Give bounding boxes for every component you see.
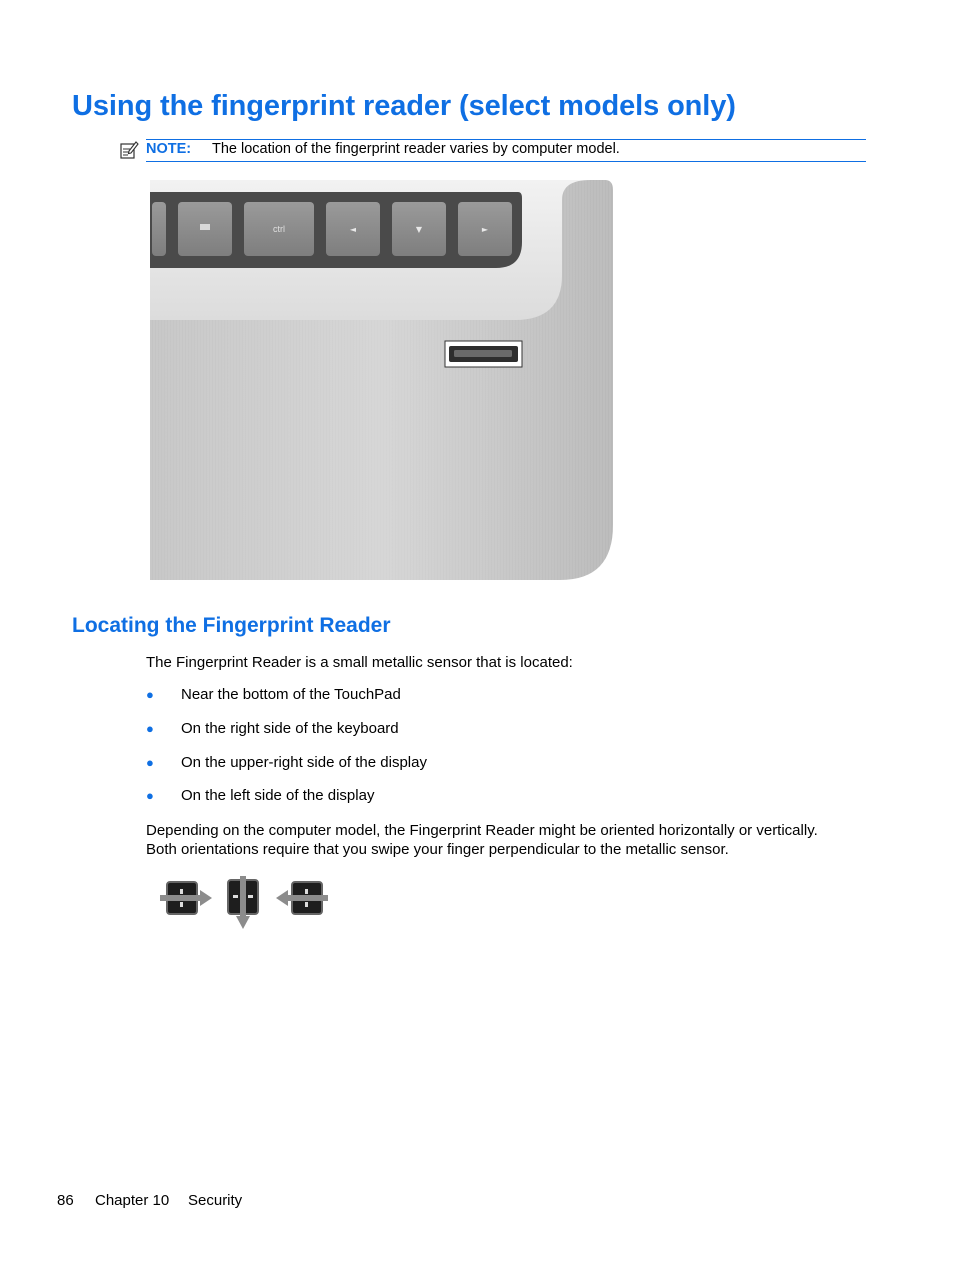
orientation-paragraph-line1: Depending on the computer model, the Fingerprint Reader might be oriented horizontally or vertically. [146,822,818,839]
bullet-marker: ● [146,687,154,702]
list-item: On the right side of the keyboard [181,720,399,737]
note-box [146,139,866,162]
page-number: 86 [57,1192,74,1209]
footer-section: Security [188,1192,243,1209]
section-title: Locating the Fingerprint Reader [72,614,391,637]
bullet-marker: ● [146,755,154,770]
note-label: NOTE: [146,141,192,157]
fingerprint-reader-photo [150,180,630,590]
intro-text: The Fingerprint Reader is a small metallic sensor that is located: [146,654,573,671]
list-item: On the upper-right side of the display [181,754,427,771]
bullet-marker: ● [146,788,154,803]
key-ctrl-label: ctrl [273,224,285,234]
list-item: Near the bottom of the TouchPad [181,686,401,703]
key-right-label: ► [481,225,489,234]
swipe-left-icon [274,874,330,930]
footer-chapter: Chapter 10 [95,1192,170,1209]
page-title: Using the fingerprint reader (select models only) [72,90,736,122]
key-left-label: ◄ [349,225,357,234]
orientation-paragraph-line2: Both orientations require that you swipe your finger perpendicular to the metallic sensor. [146,841,729,858]
note-text: The location of the fingerprint reader varies by computer model. [212,141,620,157]
note-icon [119,140,139,160]
key-down-label: ▼ [415,225,423,234]
bullet-marker: ● [146,721,154,736]
swipe-right-icon [158,874,214,930]
list-item: On the left side of the display [181,787,375,804]
swipe-down-icon [224,874,264,930]
